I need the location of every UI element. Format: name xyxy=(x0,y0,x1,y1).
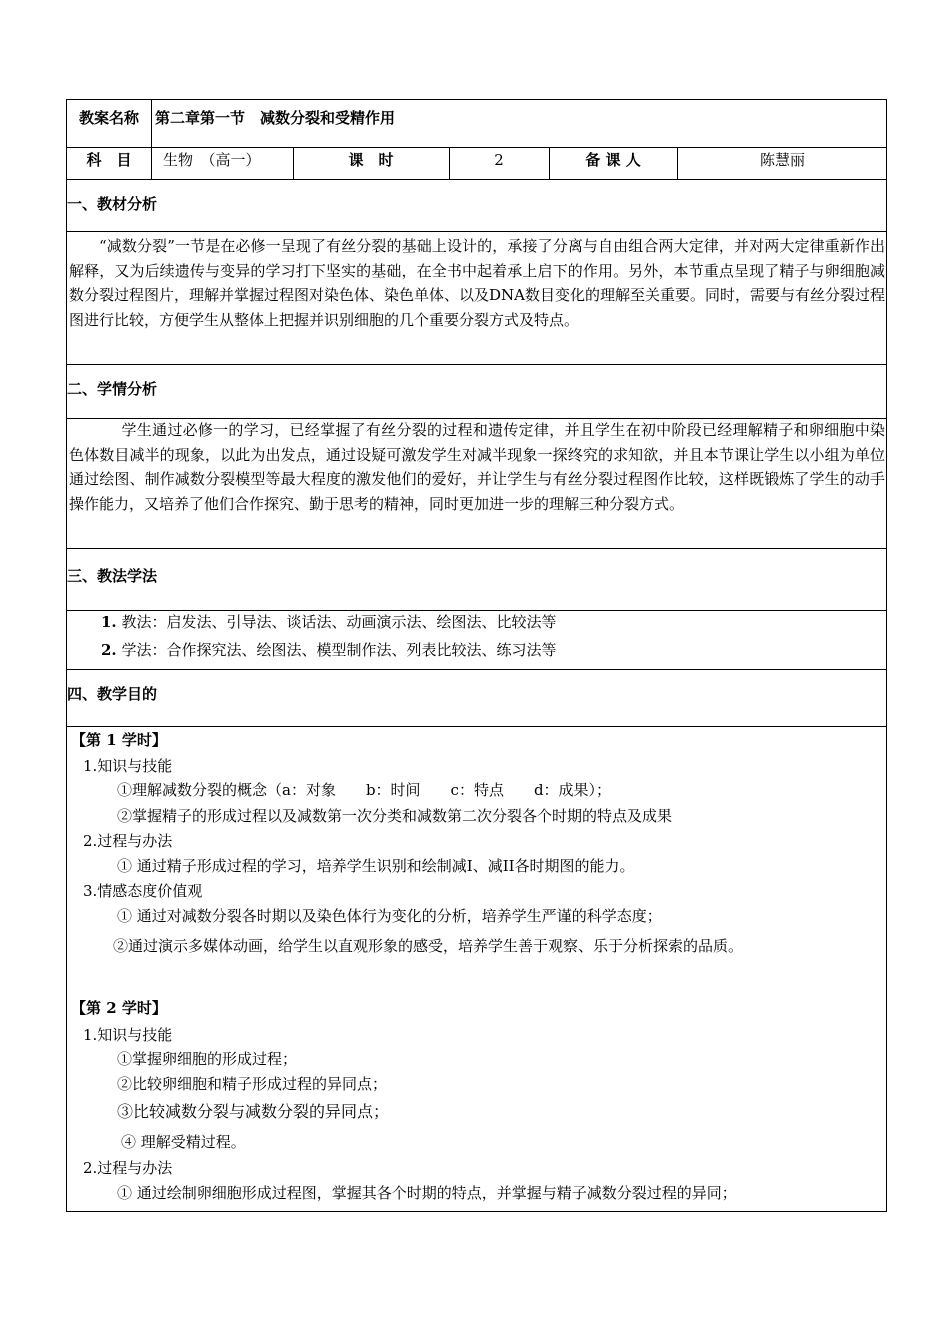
lesson-2-knowledge-item: ④ 理解受精过程。 xyxy=(121,1133,246,1151)
lesson-1-emotion-item: ① 通过对减数分裂各时期以及染色体行为变化的分析，培养学生严谨的科学态度； xyxy=(117,907,662,925)
lesson-2-heading: 【第 2 学时】 xyxy=(71,999,167,1017)
lesson-2-knowledge-item: ③比较减数分裂与减数分裂的异同点； xyxy=(117,1102,390,1121)
row-divider xyxy=(67,364,886,365)
period-label: 课 时 xyxy=(348,151,394,169)
method-item-number: 2. xyxy=(101,641,117,659)
section-text-textbook-analysis: “减数分裂”一节是在必修一呈现了有丝分裂的基础上设计的，承接了分离与自由组合两大定律，并对两大定律重新作出解释，又为后续遗传与变异的学习打下坚实的基础，在全书中起着承上启下的作用。另外，本节重点呈现了精子与卵细胞减数分裂过程图片，理解并掌握过程图对染色体、染色单体、以及DNA数目变化的理解至关重要。同时，需要与有丝分裂过程图进行比较，方便学生从整体上把握并识别细胞的几个重要分裂方式及特点。 xyxy=(69,237,885,329)
plan-name-label: 教案名称 xyxy=(78,109,139,127)
lesson-1-emotion-item: ②通过演示多媒体动画，给学生以直观形象的感受，培养学生善于观察、乐于分析探索的品质。 xyxy=(113,937,744,955)
section-title-objectives: 四、教学目的 xyxy=(67,685,158,703)
row-divider xyxy=(67,548,886,549)
preparer-label: 备 课 人 xyxy=(585,151,641,169)
row-divider xyxy=(67,231,886,232)
preparer-value: 陈慧丽 xyxy=(759,151,805,169)
method-item-2 xyxy=(101,638,556,662)
row-divider xyxy=(67,179,886,180)
method-item-1 xyxy=(101,610,556,634)
lesson-1-knowledge-item: ②掌握精子的形成过程以及减数第一次分类和减数第二次分裂各个时期的特点及成果 xyxy=(117,807,673,825)
lesson-1-heading: 【第 1 学时】 xyxy=(71,731,167,749)
lesson-2-knowledge-title: 1.知识与技能 xyxy=(83,1026,173,1044)
lesson-1-knowledge-item: ①理解减数分裂的概念（a：对象 b：时间 c：特点 d：成果）； xyxy=(117,781,612,799)
lesson-plan-table xyxy=(66,99,887,1212)
lesson-1-knowledge-title: 1.知识与技能 xyxy=(83,757,173,775)
lesson-2-process-title: 2.过程与办法 xyxy=(83,1159,173,1177)
section-title-textbook-analysis: 一、教材分析 xyxy=(67,195,158,213)
plan-name-value: 第二章第一节 减数分裂和受精作用 xyxy=(155,109,396,127)
lesson-1-process-item: ① 通过精子形成过程的学习，培养学生识别和绘制减Ⅰ、减ⅠⅠ各时期图的能力。 xyxy=(117,857,635,875)
method-item-number: 1. xyxy=(101,613,117,631)
period-value: 2 xyxy=(494,151,504,169)
section-title-student-analysis: 二、学情分析 xyxy=(67,380,158,398)
section-text-student-analysis: 学生通过必修一的学习，已经掌握了有丝分裂的过程和遗传定律，并且学生在初中阶段已经理解精子和卵细胞中染色体数目减半的现象，以此为出发点，通过设疑可激发学生对减半现象一探终究的求知欲，并且本节课让学生以小组为单位通过绘图、制作减数分裂模型等最大程度的激发他们的爱好，并让学生与有丝分裂过程图作比较，这样既锻炼了学生的动手操作能力，又培养了他们合作探究、勤于思考的精神，同时更加进一步的理解三种分裂方式。 xyxy=(69,421,885,513)
lesson-1-emotion-title: 3.情感态度价值观 xyxy=(83,882,203,900)
row-divider xyxy=(67,726,886,727)
method-item-text: 教法：启发法、引导法、谈话法、动画演示法、绘图法、比较法等 xyxy=(121,613,557,631)
col-divider xyxy=(151,100,152,179)
lesson-2-knowledge-item: ①掌握卵细胞的形成过程； xyxy=(117,1050,298,1068)
section-title-methods: 三、教法学法 xyxy=(67,567,158,585)
lesson-2-process-item: ① 通过绘制卵细胞形成过程图，掌握其各个时期的特点，并掌握与精子减数分裂过程的异同； xyxy=(117,1184,737,1202)
lesson-2-knowledge-item: ②比较卵细胞和精子形成过程的异同点； xyxy=(117,1075,388,1093)
method-item-text: 学法：合作探究法、绘图法、模型制作法、列表比较法、练习法等 xyxy=(121,641,557,659)
row-divider xyxy=(67,669,886,670)
subject-label: 科 目 xyxy=(86,151,132,169)
lesson-1-process-title: 2.过程与办法 xyxy=(83,832,173,850)
subject-value: 生物 （高一） xyxy=(163,151,261,169)
